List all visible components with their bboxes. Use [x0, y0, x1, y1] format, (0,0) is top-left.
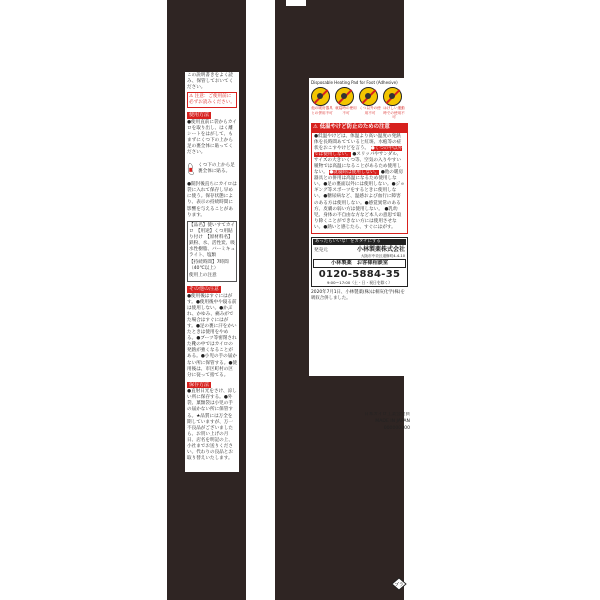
other-title: その他の注意 — [189, 286, 220, 293]
method-text-2: ●開封後直ちにカイロは袋に入れて保存し早めに使う。保存状態により、表示の持続時間に影響を与えることがあります。 — [187, 182, 237, 218]
foot-icon — [187, 158, 196, 180]
phone-number: 0120-5884-35 — [318, 269, 401, 281]
icon-caption-4: はげしい運動時での使用不可 — [383, 106, 405, 120]
recycle-label: プラ — [394, 583, 404, 588]
english-product-name: Disposable Heating Pad for Foot (Adhesive) — [311, 80, 398, 85]
method-text: ●使用直前に袋からカイロを取り出し、はく離シートをはがして、もまずにくつ下の上から足の裏全体に貼ってください。 — [187, 119, 237, 156]
ingredients-box — [187, 221, 237, 283]
duration-text: 【持続時間】7時間（40℃以上） — [189, 260, 229, 272]
caution-text: 注意：ご使用前に必ずお読みください。 — [189, 94, 235, 106]
top-fold-notch — [286, 0, 306, 6]
icon-caption-3: くつ以外の使用不可 — [359, 106, 381, 115]
foot-diagram — [187, 158, 237, 180]
no-sleep-icon — [335, 87, 354, 106]
storage-text: ●直射日光をさけ、涼しい所に保存する。●外袋、菓類袋は小児の手の届かない所に保管する。★品質には万全を期していますが、万一不良品がございましたら、お買い上げの月日、店名を明記の上、小社までお送りください。代わりの良品とお取り替えいたします。 — [187, 389, 237, 461]
burn-text-4: ●乳幼児、身体の不自由な方など本人の意思で取り除くことができない方には使用させない。●熱いと感じたら、すぐにはがす。 — [314, 206, 402, 230]
right-warning-panel — [309, 78, 410, 376]
burn-highlight-1: ●くつの中以外では使用しない。 — [314, 145, 403, 158]
method-title: 使用方法 — [189, 112, 210, 119]
icon-group-3 — [359, 87, 381, 119]
seller-row — [313, 245, 406, 254]
icon-group-4 — [383, 87, 405, 119]
no-exercise-icon — [383, 87, 402, 106]
recycle-icon — [390, 576, 408, 592]
storage-title: 保存方法 — [189, 381, 210, 388]
icon-group-2 — [335, 87, 357, 119]
made-in-text: MADE IN JAPAN — [375, 418, 410, 424]
no-other-heater-icon — [311, 87, 330, 106]
burn-title-text: 低温やけど防止のための注意 — [319, 123, 390, 130]
burn-warning-title — [311, 123, 408, 132]
business-hours: 9:00〜17:00（土・日・祝日を除く） — [326, 280, 393, 286]
seller-name: 小林製薬株式会社 — [356, 245, 405, 253]
seller-label: 発売元 — [314, 247, 328, 253]
left-instruction-panel — [185, 72, 239, 472]
burn-highlight-2: ●就寝時は使用しない。 — [329, 170, 380, 176]
no-outside-shoe-icon — [359, 87, 378, 106]
caution-icon: ⚠ — [189, 94, 194, 100]
ingredients-text: 【品名】使いすてカイロ 【用途】くつ用貼り付け 【原材料名】鉄粉、水、活性炭、吸水性樹脂、バーミキュライト、塩類 — [189, 222, 235, 258]
burn-text: ●低温やけどは、体温より高い温度の発熱体を長時間あてていると紅斑、水疱等の症状をおこすやけどを言う。 — [314, 133, 402, 151]
seller-address: 大阪市中央区道修町4-4-10 — [360, 253, 405, 258]
burn-text-2: ●スリッパやサンダル、サイズの大きいくつ等、空気の入りやすい履物では高温になることがあるため使用しない。 — [314, 152, 402, 176]
icon-group-1 — [311, 87, 333, 119]
burn-warning-box — [311, 132, 408, 234]
caution-banner — [187, 92, 237, 108]
icon-caption-1: 他の暖房器具との併用不可 — [311, 106, 333, 115]
contact-box — [311, 237, 408, 287]
merger-notice: 2020年7月1日、小林製薬(株)は桐灰化学(株)を吸収合併しました。 — [311, 290, 405, 302]
contact-header: あったらいいな！をカタチにする — [313, 239, 406, 245]
recycle-mark — [390, 576, 408, 592]
consult-center: 小林製薬 お客様相談室 — [313, 259, 406, 268]
other-text: ●使用後はすぐにはがす。●使用後中や寝る前は使用しない。●かぶれ、かゆみ、痛みがでた場合はすぐにはがす。●足の裏に汗をかいたときは使用をやめる。●ブーツ等密閉された靴の中ではカイロの発熱が強くなることがある。●小児の手の届かない所に保管する。●使用後は、市区町村の区分に従って捨てる。 — [187, 293, 237, 378]
prohibition-icons — [311, 87, 408, 119]
icon-caption-2: 就寝時の使用不可 — [335, 106, 357, 115]
burn-text-3: ●他の暖房器具との併用は高温になるため使用しない。●足の裏面以外には使用しない。●ジョギング等スポーツをするときに使用しない。●糖尿病など、温感および血行に障害のある方は使用しない。●感覚異常のある方、皮膚の弱い方は使用しない。 — [314, 170, 405, 212]
intro-text: この説明書きをよく読み、保管しておいてください。 — [187, 73, 234, 91]
diagram-note: くつ下の上から足裏全体に貼る。 — [198, 163, 235, 175]
association-text: 日本カイロ工業会会員 — [364, 412, 410, 417]
right-lower-info — [358, 412, 410, 448]
barcode-number: 000000000 — [383, 425, 410, 431]
warning-icon: ⚠ — [313, 123, 320, 130]
usage-note: 使用上の注意 — [189, 273, 217, 279]
